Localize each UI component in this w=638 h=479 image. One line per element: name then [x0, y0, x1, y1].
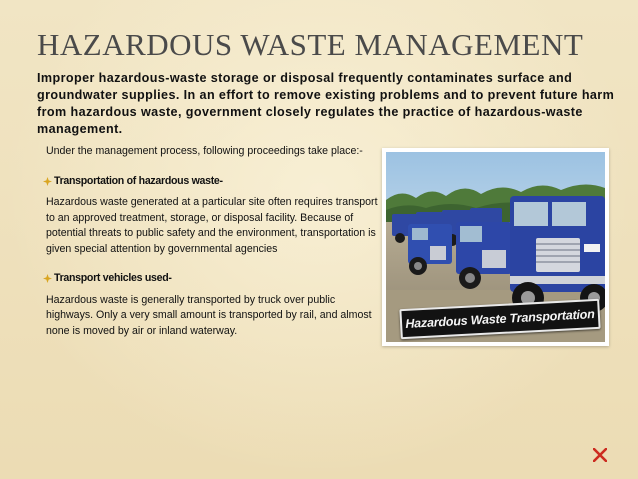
section-text: Hazardous waste generated at a particular site often requires transport to an approved treatment, storage, or disposal facility. Because of potential threats to public safety and the environment, transportation is given special attention by governmental agencies: [46, 196, 378, 255]
intro-paragraph: Improper hazardous-waste storage or disposal frequently contaminates surface and groundwater supplies. In an effort to remove existing problems and to prevent future harm from hazardous waste, government closely regulates the practice of hazardous-waste management.: [37, 71, 615, 136]
x-mark-icon: [593, 448, 607, 462]
slide-title: HAZARDOUS WASTE MANAGEMENT: [37, 27, 584, 62]
truck-photo-frame: [382, 148, 609, 346]
section-heading: [46, 271, 381, 287]
section-heading-text: Transport vehicles used-: [54, 272, 172, 284]
lead-text: Under the management process, following proceedings take place:-: [46, 145, 363, 157]
section-heading: [46, 174, 381, 190]
body-column: [46, 144, 381, 339]
image-caption: Hazardous Waste Transportation: [399, 299, 600, 339]
section-text: Hazardous waste is generally transported by truck over public highways. Only a very small amount is transported by rail, and almost none is moved by air or inland waterway.: [46, 293, 372, 337]
section-heading-text: Transportation of hazardous waste-: [54, 174, 223, 187]
section-transportation: [46, 174, 381, 258]
section-vehicles: [46, 271, 381, 339]
diamond-bullet-icon: [43, 177, 52, 186]
diamond-bullet-icon: [43, 274, 52, 283]
truck-photo: [386, 152, 605, 342]
